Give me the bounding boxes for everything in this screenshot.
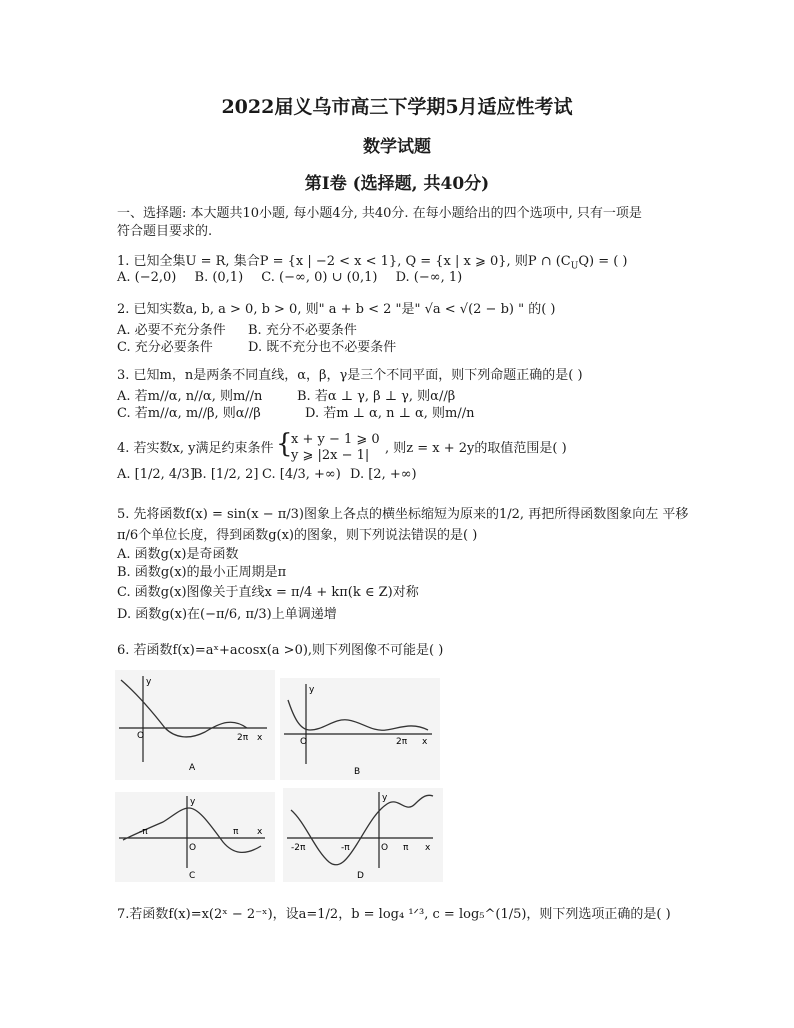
q4-condition-2: y ⩾ |2x − 1| [291,448,370,463]
q4-option-a: A. [1/2, 4/3] [117,467,195,482]
q6-graph-b-x-label: x [422,737,428,747]
q6-graph-b-origin: O [300,737,308,747]
q6-graph-a-2pi: 2π [237,733,249,743]
q6-graph-c-pi: π [233,827,239,837]
q6-graph-c-neg-pi: -π [139,827,148,837]
q5-stem-line1: 5. 先将函数f(x) = sin(x − π/3)图象上各点的横坐标缩短为原来的1/2, 再把所得函数图象向左 平移 [117,507,689,522]
volume-title: 第I卷 (选择题, 共40分) [304,174,490,194]
q6-graph-d-neg-2pi: -2π [291,843,306,853]
q4-option-b: B. [1/2, 2] [193,467,259,482]
q6-graph-b-y-label: y [309,685,315,695]
q6-graph-c-x-label: x [257,827,263,837]
q3-option-c: C. 若m//α, m//β, 则α//β [117,406,261,421]
q5-option-b: B. 函数g(x)的最小正周期是π [117,565,287,580]
q4-option-c: C. [4/3, +∞) [262,467,341,482]
q3-option-a: A. 若m//α, n//α, 则m//n [117,389,263,404]
q6-graph-a-x-label: x [257,733,263,743]
q6-graph-a [115,670,275,780]
q6-graph-a-origin: O [137,731,145,741]
q6-graph-d-x-label: x [425,843,431,853]
q6-graph-d [283,788,443,882]
q6-stem: 6. 若函数f(x)=aˣ+acosx(a >0),则下列图像不可能是( ) [117,643,444,658]
q1-option-c: C. (−∞, 0) ∪ (0,1) [261,270,378,285]
q5-option-d: D. 函数g(x)在(−π/6, π/3)上单调递增 [117,607,337,622]
q3-option-b: B. 若α ⊥ γ, β ⊥ γ, 则α//β [297,389,456,404]
q2-option-c: C. 充分必要条件 [117,340,213,355]
q1-option-d: D. (−∞, 1) [395,270,463,285]
q6-graph-a-y-label: y [146,677,152,687]
q6-graph-c-label: C [189,871,196,881]
q6-graph-d-origin: O [381,843,389,853]
q4-stem-pre: 4. 若实数x, y满足约束条件 [117,441,274,456]
q3-option-d: D. 若m ⊥ α, n ⊥ α, 则m//n [305,406,475,421]
q2-option-d: D. 既不充分也不必要条件 [248,340,397,355]
q1-option-b: B. (0,1) [194,270,244,285]
exam-title: 2022届义乌市高三下学期5月适应性考试 [221,96,573,118]
q5-option-c: C. 函数g(x)图像关于直线x = π/4 + kπ(k ∈ Z)对称 [117,585,419,600]
section-instructions-line2: 符合题目要求的. [117,224,213,239]
q2-stem: 2. 已知实数a, b, a > 0, b > 0, 则" a + b < 2 "是" √a < √(2 − b) " 的( ) [117,302,556,317]
q5-option-a: A. 函数g(x)是奇函数 [117,547,239,562]
q6-graph-a-label: A [189,763,196,773]
subject-title: 数学试题 [363,137,431,157]
q6-graph-d-pi: π [403,843,409,853]
q1-option-a: A. (−2,0) [117,270,177,285]
q6-graph-b-2pi: 2π [396,737,408,747]
q6-graph-c-y-label: y [190,797,196,807]
q2-option-b: B. 充分不必要条件 [248,323,357,338]
q3-stem: 3. 已知m，n是两条不同直线，α，β，γ是三个不同平面，则下列命题正确的是( ) [117,368,583,383]
q6-graph-d-neg-pi: -π [341,843,350,853]
q6-graph-d-y-label: y [382,793,388,803]
q4-option-d: D. [2, +∞) [350,467,417,482]
q7-stem: 7.若函数f(x)=x(2ˣ − 2⁻ˣ)，设a=1/2，b = log₄ ¹ᐟ³, c = log₅^(1/5)，则下列选项正确的是( ) [117,907,671,922]
q6-graph-d-label: D [357,871,364,881]
q6-graph-c [115,792,275,882]
q1-stem: 1. 已知全集U = R, 集合P = {x | −2 < x < 1}, Q = {x | x ⩾ 0}, 则P ∩ $(C_UQ)$ = ( ) [117,254,628,272]
q4-brace: { [276,429,293,459]
q2-option-a: A. 必要不充分条件 [117,323,226,338]
q5-stem-line2: π/6个单位长度，得到函数g(x)的图象，则下列说法错误的是( ) [117,528,478,543]
q6-graph-c-origin: O [189,843,197,853]
q4-condition-1: x + y − 1 ⩾ 0 [291,432,380,447]
section-instructions-line1: 一、选择题: 本大题共10小题, 每小题4分, 共40分. 在每小题给出的四个选项中, 只有一项是 [117,206,642,221]
q6-graph-b [280,678,440,780]
q6-graph-b-label: B [354,767,361,777]
q1-options [117,270,462,285]
q4-stem-post: , 则z = x + 2y的取值范围是( ) [385,441,567,456]
